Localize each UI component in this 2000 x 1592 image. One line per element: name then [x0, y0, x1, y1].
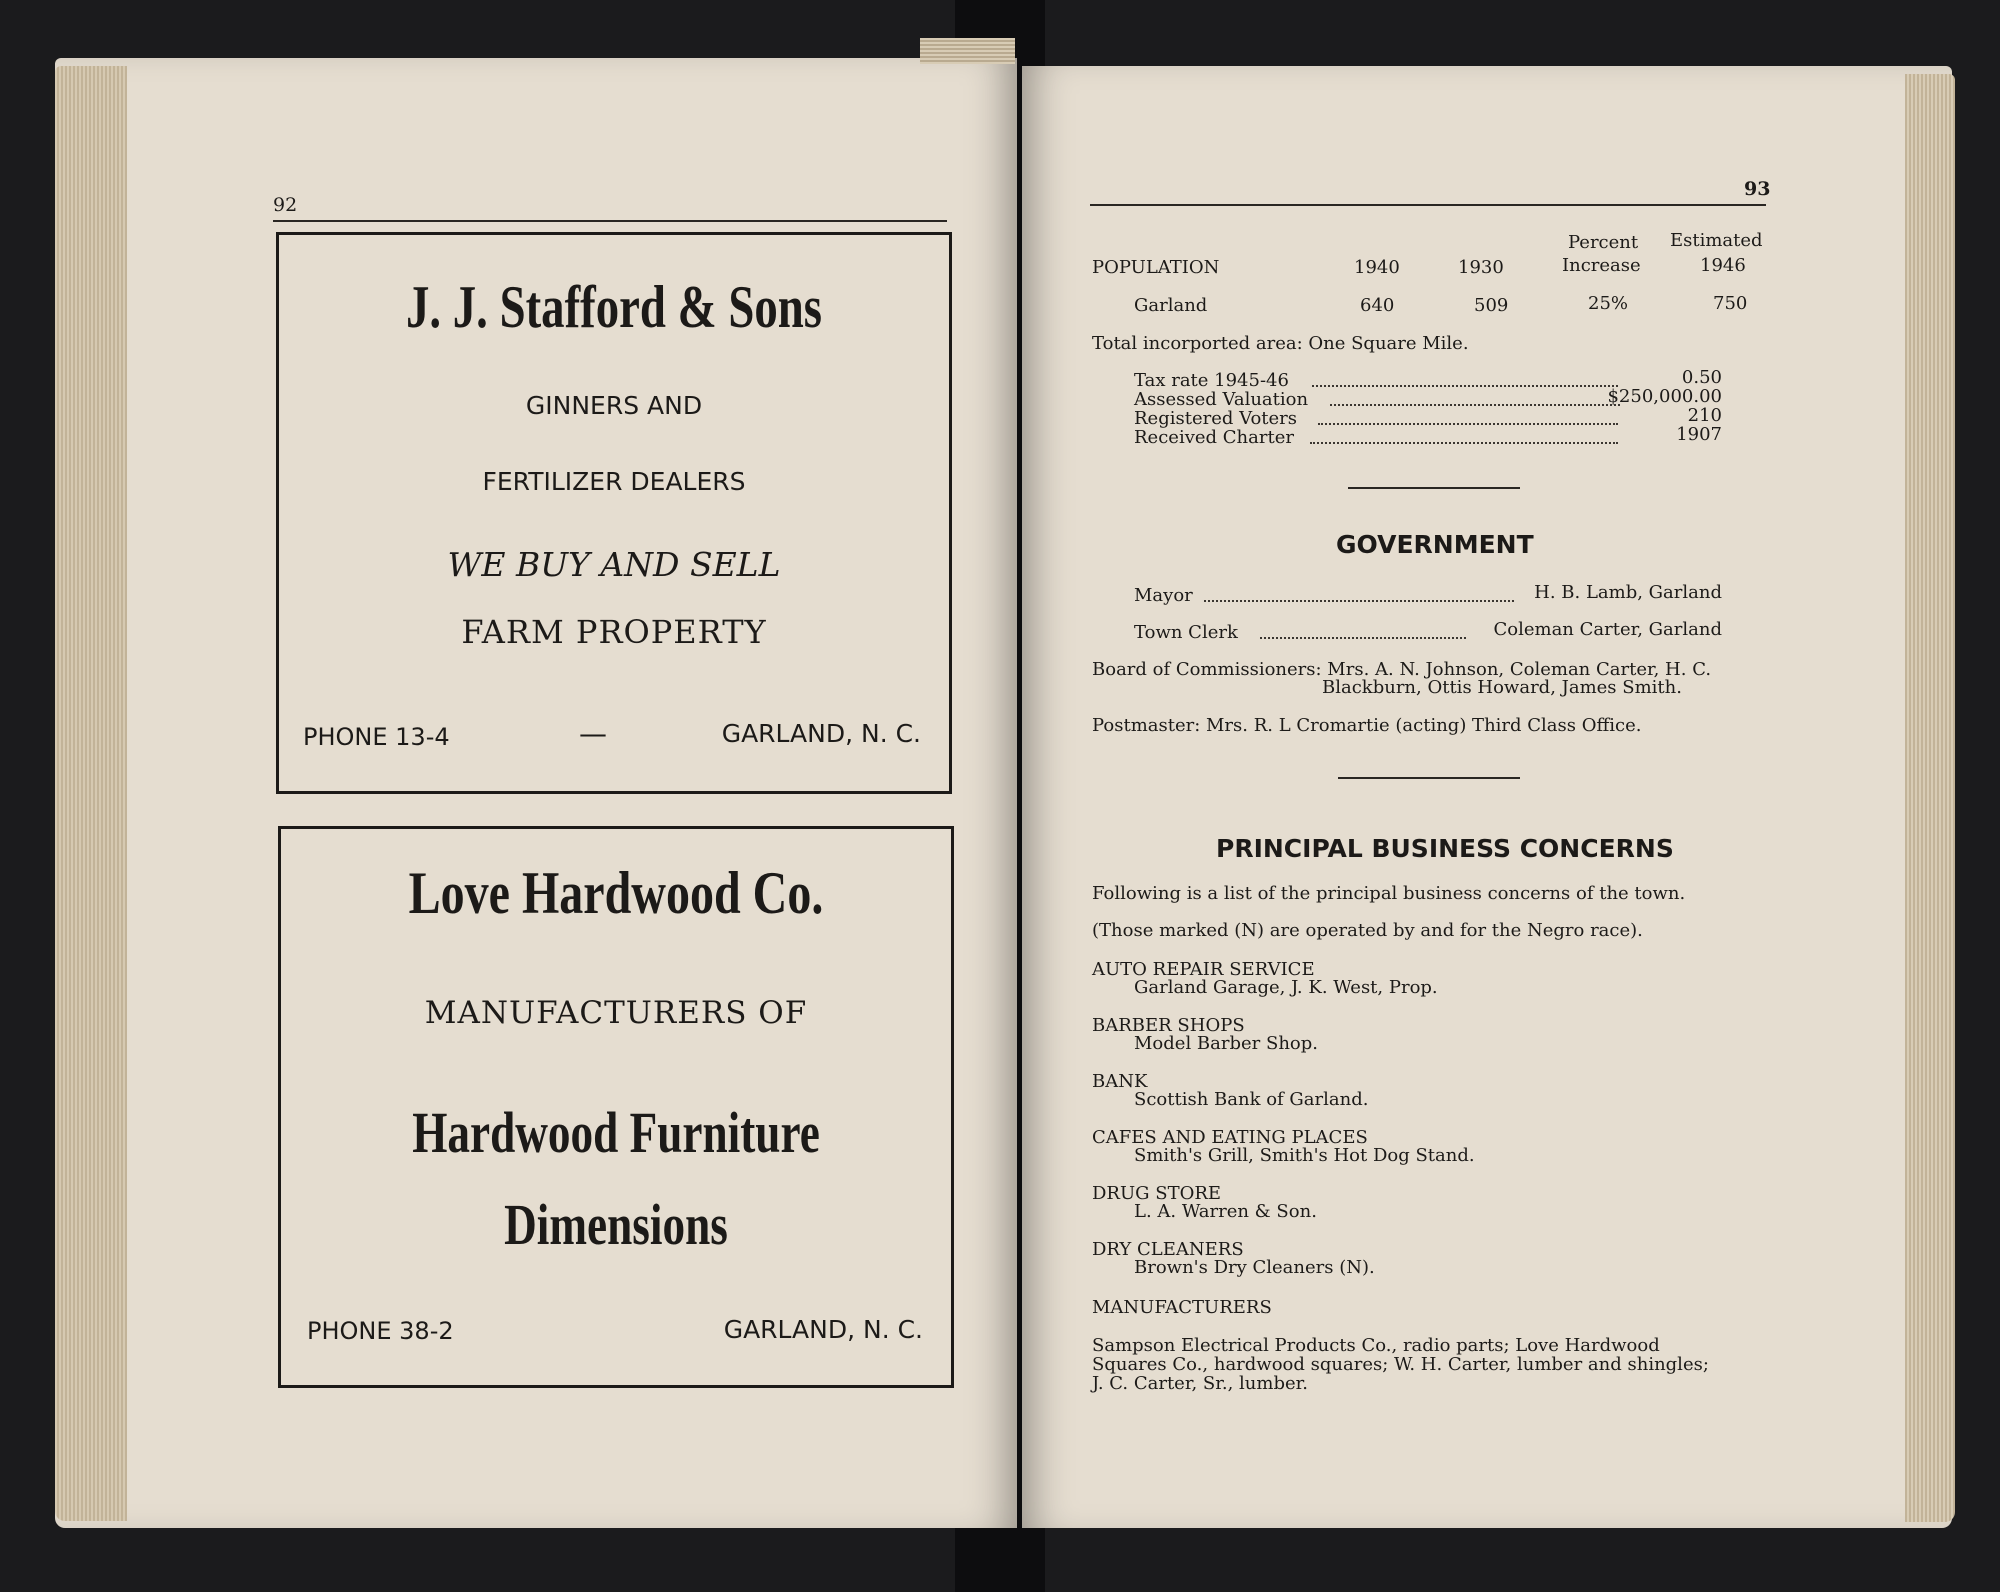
business-category-detail: Garland Garage, J. K. West, Prop. — [1134, 977, 1438, 998]
ad-love-line2: Hardwood Furniture — [412, 1100, 820, 1165]
business-category-detail: Smith's Grill, Smith's Hot Dog Stand. — [1134, 1145, 1475, 1166]
business-category-title: CAFES AND EATING PLACES — [1092, 1127, 1368, 1148]
page-number-left: 92 — [273, 194, 298, 216]
stat-value: $250,000.00 — [1607, 386, 1722, 407]
header-rule-right — [1090, 204, 1766, 206]
ad-stafford — [276, 232, 952, 794]
postmaster: Postmaster: Mrs. R. L Cromartie (acting) Third Class Office. — [1092, 715, 1642, 736]
population-col-estimated: Estimated — [1670, 230, 1763, 251]
business-intro-2: (Those marked (N) are operated by and for the Negro race). — [1092, 920, 1643, 941]
business-category-title: BARBER SHOPS — [1092, 1015, 1245, 1036]
town-clerk-label: Town Clerk — [1134, 622, 1238, 643]
stat-value: 210 — [1687, 405, 1722, 426]
manufacturers-title: MANUFACTURERS — [1092, 1297, 1272, 1318]
mayor-label: Mayor — [1134, 585, 1193, 606]
manufacturers-line: Squares Co., hardwood squares; W. H. Carter, lumber and shingles; — [1092, 1354, 1709, 1375]
stat-label: Assessed Valuation — [1134, 389, 1309, 410]
stat-value: 0.50 — [1681, 367, 1722, 388]
stat-label: Registered Voters — [1134, 408, 1298, 429]
total-area: Total incorported area: One Square Mile. — [1092, 333, 1469, 354]
dot-leader — [1312, 385, 1618, 387]
business-category-detail: Scottish Bank of Garland. — [1134, 1089, 1369, 1110]
right-page-edges — [1905, 74, 1955, 1522]
board-line-1: Board of Commissioners: Mrs. A. N. Johnson, Coleman Carter, H. C. — [1092, 659, 1712, 680]
population-row-name: Garland — [1134, 295, 1208, 316]
left-page-edges — [55, 66, 127, 1521]
ad-love-phone: PHONE 38-2 — [307, 1317, 454, 1345]
ad-stafford-dash: — — [579, 717, 607, 750]
business-category-title: DRUG STORE — [1092, 1183, 1222, 1204]
population-col-1946: 1946 — [1700, 255, 1746, 276]
ad-stafford-location: GARLAND, N. C. — [721, 719, 921, 748]
dot-leader — [1330, 404, 1620, 406]
ad-love-location: GARLAND, N. C. — [723, 1315, 923, 1344]
business-category-detail: Brown's Dry Cleaners (N). — [1134, 1257, 1375, 1278]
ad-love-line3: Dimensions — [504, 1192, 728, 1257]
business-category-title: BANK — [1092, 1071, 1148, 1092]
page-number-right: 93 — [1744, 178, 1771, 200]
dot-leader — [1260, 637, 1466, 639]
town-clerk-value: Coleman Carter, Garland — [1493, 619, 1722, 640]
section-divider — [1348, 487, 1520, 489]
board-line-2: Blackburn, Ottis Howard, James Smith. — [1322, 677, 1682, 698]
ad-stafford-name: J. J. Stafford & Sons — [405, 274, 823, 340]
ad-love-line1: MANUFACTURERS OF — [424, 995, 808, 1031]
population-col-increase: Increase — [1562, 255, 1641, 276]
population-col-1930: 1930 — [1458, 257, 1504, 278]
business-intro-1: Following is a list of the principal business concerns of the town. — [1092, 883, 1686, 904]
population-label: POPULATION — [1092, 257, 1220, 278]
population-col-1940: 1940 — [1354, 257, 1400, 278]
stat-label: Tax rate 1945-46 — [1134, 370, 1289, 391]
ad-stafford-line1: GINNERS AND — [525, 391, 703, 420]
business-category-detail: Model Barber Shop. — [1134, 1033, 1318, 1054]
ad-love-name: Love Hardwood Co. — [408, 860, 824, 926]
population-value-estimated: 750 — [1713, 293, 1748, 314]
stat-label: Received Charter — [1134, 427, 1294, 448]
business-category-title: DRY CLEANERS — [1092, 1239, 1244, 1260]
header-rule-left — [273, 220, 947, 222]
population-value-percent: 25% — [1588, 293, 1629, 314]
ad-stafford-line2: FERTILIZER DEALERS — [482, 467, 746, 496]
dot-leader — [1318, 423, 1618, 425]
government-heading: GOVERNMENT — [1336, 530, 1534, 559]
manufacturers-line: J. C. Carter, Sr., lumber. — [1092, 1373, 1308, 1394]
mayor-value: H. B. Lamb, Garland — [1534, 582, 1722, 603]
dot-leader — [1310, 442, 1618, 444]
ad-love-hardwood — [278, 826, 954, 1388]
population-value-1930: 509 — [1474, 295, 1509, 316]
stat-value: 1907 — [1676, 424, 1722, 445]
manufacturers-line: Sampson Electrical Products Co., radio parts; Love Hardwood — [1092, 1335, 1660, 1356]
section-divider — [1338, 777, 1520, 779]
business-category-title: AUTO REPAIR SERVICE — [1092, 959, 1315, 980]
population-col-percent: Percent — [1568, 232, 1639, 253]
business-heading: PRINCIPAL BUSINESS CONCERNS — [1216, 834, 1674, 863]
ad-stafford-line3: WE BUY AND SELL — [447, 545, 781, 584]
business-category-detail: L. A. Warren & Son. — [1134, 1201, 1317, 1222]
ad-stafford-phone: PHONE 13-4 — [303, 723, 450, 751]
dot-leader — [1204, 600, 1514, 602]
ad-stafford-line4: FARM PROPERTY — [461, 613, 767, 651]
top-page-edges — [920, 38, 1015, 64]
population-value-1940: 640 — [1360, 295, 1395, 316]
